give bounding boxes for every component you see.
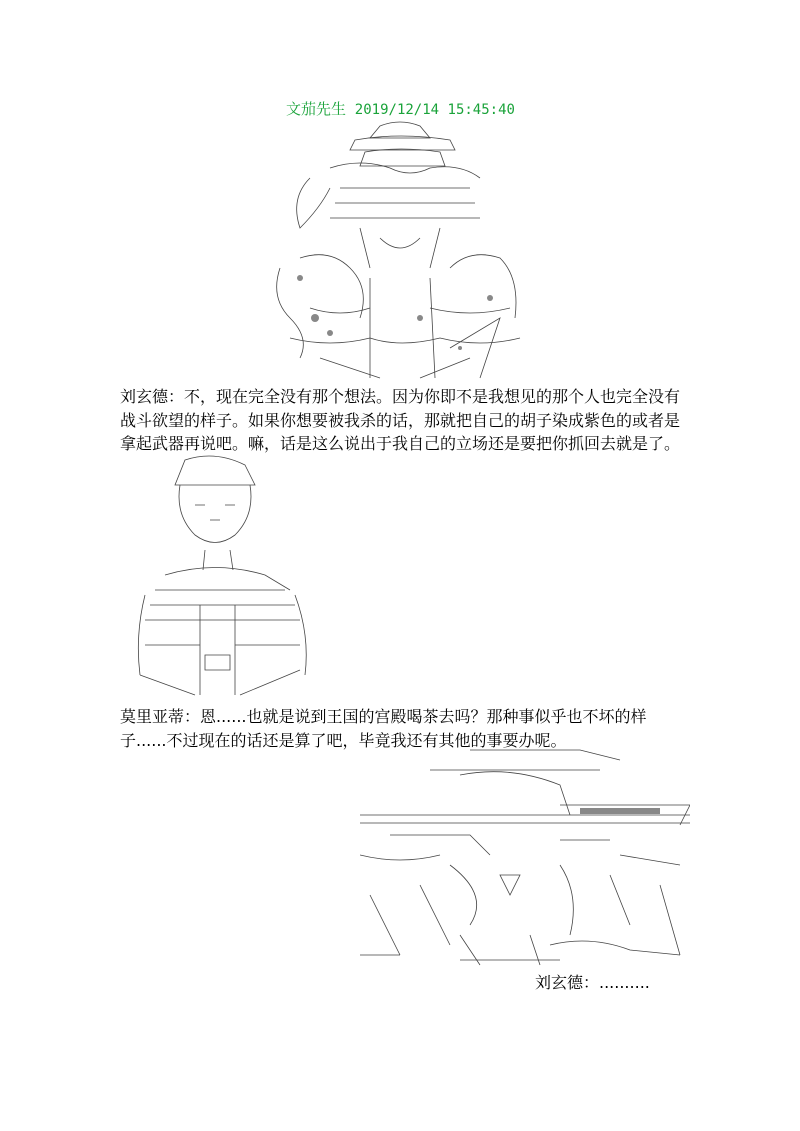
post-author[interactable]: 文茄先生: [286, 100, 347, 118]
ascii-art-2-drawing: [125, 455, 325, 705]
dialogue-line-liu-2: 刘玄德：..........: [535, 973, 650, 992]
dialogue-line-liu-1: 刘玄德：不，现在完全没有那个想法。因为你即不是我想见的那个人也完全没有战斗欲望的样子。如果你想要被我杀的话，那就把自己的胡子染成紫色的或者是拿起武器再说吧。嘛，话是这么说出于我自己的立场还是要把你抓回去就是了。: [120, 387, 681, 453]
post-timestamp: 2019/12/14 15:45:40: [354, 102, 515, 118]
ascii-art-figure-1: [270, 118, 530, 386]
ascii-art-3-drawing: [360, 745, 690, 970]
ascii-art-1-drawing: [270, 118, 530, 386]
dialogue-line-moriarty: 莫里亚蒂：恩......也就是说到王国的宫殿喝茶去吗？那种事似乎也不坏的样子......不过现在的话还是算了吧，毕竟我还有其他的事要办呢。: [120, 707, 647, 750]
ascii-art-figure-2: [125, 455, 325, 705]
ascii-art-figure-3: [360, 745, 690, 970]
post-header: [286, 98, 515, 119]
